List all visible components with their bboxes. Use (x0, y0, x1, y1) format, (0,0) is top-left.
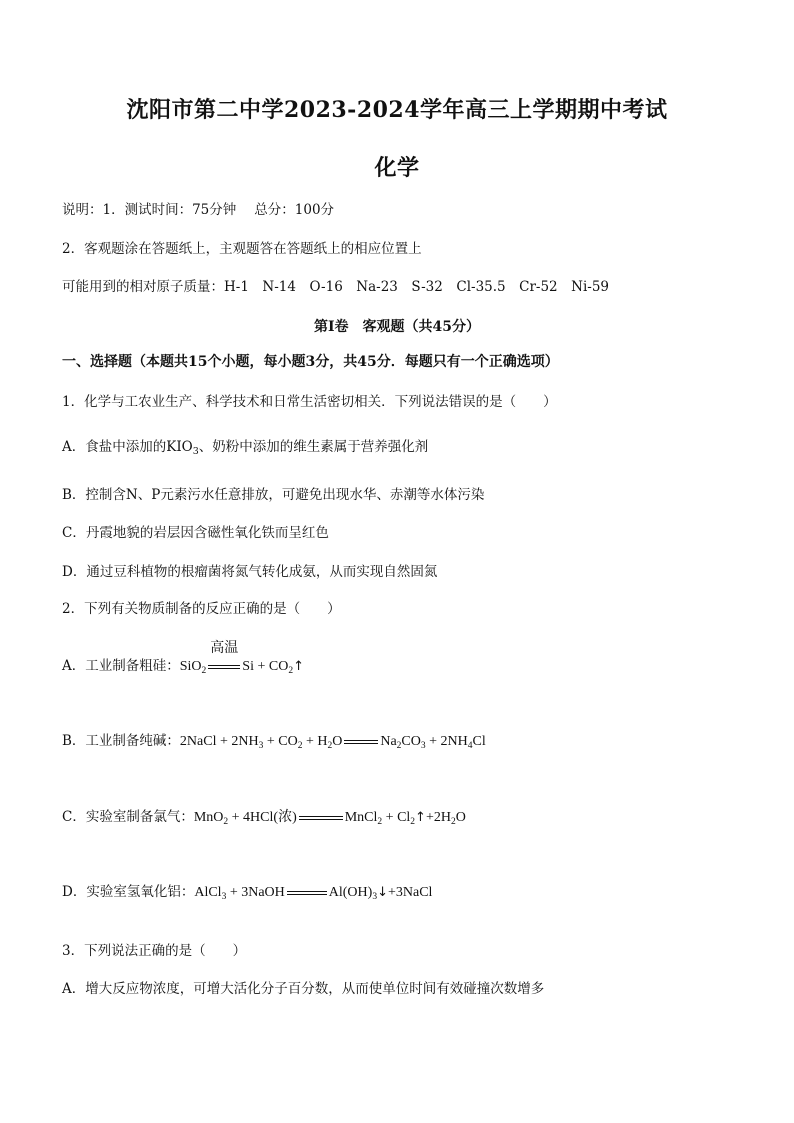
option-c-label: C．实验室制备氯气： (62, 809, 194, 825)
question-1-stem: 1．化学与工农业生产、科学技术和日常生活密切相关．下列说法错误的是（ ） (62, 394, 557, 410)
gas-up-arrow-icon: ↑ (415, 810, 426, 825)
option-a-text: A．食盐中添加的KIO (62, 439, 193, 455)
reaction-condition: 高温 (210, 639, 239, 656)
equation-d: AlCl$_3$ + 3NaOH $Al(OH)_3↓+3NaCl$ (194, 885, 433, 902)
option-a-label: A．工业制备粗硅： (62, 658, 180, 674)
equals-arrow (344, 740, 378, 744)
instructions-time: 说明：1．测试时间：75分钟 (62, 202, 237, 218)
concentrated-label: 浓 (278, 810, 293, 825)
question-3-option-a: A．增大反应物浓度，可增大活化分子百分数，从而使单位时间有效碰撞次数增多 (62, 981, 545, 997)
option-d-label: D．实验室氢氧化铝： (62, 884, 195, 900)
question-1-option-a (62, 438, 428, 456)
question-2-option-c (62, 808, 466, 827)
subject-title: 化学 (374, 155, 420, 181)
question-1-option-b: B．控制含N、P元素污水任意排放，可避免出现水华、赤潮等水体污染 (62, 487, 485, 503)
equation-c: MnO$_2$ + 4HCl(浓) MnCl$_2$ + $Cl_2↑+2H_2O$ (193, 810, 466, 827)
equation-a: SiO$_2$ 高温 $Si + CO_2↑$ (179, 639, 304, 676)
question-2-option-b (62, 732, 486, 751)
option-a-suffix: 、奶粉中添加的维生素属于营养强化剂 (198, 439, 429, 455)
subscript: 3 (192, 446, 199, 457)
instructions-line-2: 2．客观题涂在答题纸上，主观题答在答题纸上的相应位置上 (62, 241, 422, 257)
precipitate-down-arrow-icon: ↓ (377, 885, 388, 900)
question-1-option-d: D．通过豆科植物的根瘤菌将氮气转化成氨，从而实现自然固氮 (62, 564, 438, 580)
instructions-line-1 (62, 201, 334, 219)
equals-arrow (299, 816, 343, 820)
question-3-stem: 3．下列说法正确的是（ ） (62, 943, 247, 959)
equals-arrow (287, 891, 327, 895)
question-2-stem: 2．下列有关物质制备的反应正确的是（ ） (62, 601, 341, 617)
equals-arrow-with-condition (206, 639, 242, 676)
option-b-label: B．工业制备纯碱： (62, 733, 180, 749)
atomic-masses: 可能用到的相对原子质量：H-1 N-14 O-16 Na-23 S-32 Cl-35.5 Cr-52 Ni-59 (62, 279, 610, 295)
equation-b: 2NaCl + $2NH_3 + CO_2 + H_2O$ $Na_2CO_3 + 2NH_4Cl$ (179, 734, 486, 751)
exam-title: 沈阳市第二中学2023-2024学年高三上学期期中考试 (126, 97, 668, 123)
gas-up-arrow-icon: ↑ (293, 659, 304, 674)
question-2-option-a (62, 639, 304, 676)
question-1-option-c: C．丹霞地貌的岩层因含磁性氧化铁而呈红色 (62, 525, 329, 541)
section-title: 一、选择题（本题共15个小题，每小题3分，共45分．每题只有一个正确选项） (62, 354, 559, 370)
part-title: 第Ⅰ卷 客观题（共45分） (313, 319, 481, 335)
instructions-total: 总分：100分 (254, 202, 335, 218)
question-2-option-d (62, 883, 432, 902)
